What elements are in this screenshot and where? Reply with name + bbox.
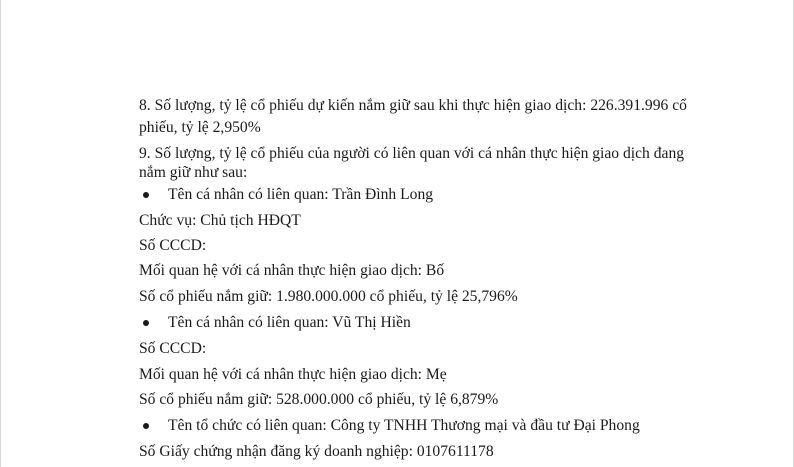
- bullet-icon: [143, 192, 149, 198]
- item9-line1: 9. Số lượng, tỷ lệ cổ phiếu của người có liên quan với cá nhân thực hiện giao dịch đang: [139, 145, 685, 162]
- person2-name: Tên cá nhân có liên quan: Vũ Thị Hiền: [168, 314, 411, 331]
- person1-position: Chức vụ: Chủ tịch HĐQT: [139, 212, 301, 229]
- bullet-icon: [143, 320, 149, 326]
- item8-line2: phiếu, tỷ lệ 2,950%: [139, 119, 261, 136]
- bullet-icon: [143, 423, 149, 429]
- person1-id: Số CCCD:: [139, 237, 207, 254]
- item9-line2: nắm giữ như sau:: [139, 164, 248, 181]
- organization-row: [143, 417, 640, 435]
- person1-row: [143, 186, 433, 204]
- person2-relation: Mối quan hệ với cá nhân thực hiện giao dịch: Mẹ: [139, 366, 447, 383]
- person2-row: [143, 314, 411, 332]
- organization-name: Tên tổ chức có liên quan: Công ty TNHH Thương mại và đầu tư Đại Phong: [168, 417, 640, 434]
- person1-shares: Số cổ phiếu nắm giữ: 1.980.000.000 cổ phiếu, tỷ lệ 25,796%: [139, 288, 518, 305]
- person2-id: Số CCCD:: [139, 340, 207, 357]
- person2-shares: Số cổ phiếu nắm giữ: 528.000.000 cổ phiếu, tỷ lệ 6,879%: [139, 391, 499, 408]
- item8-line1: 8. Số lượng, tỷ lệ cổ phiếu dự kiến nắm giữ sau khi thực hiện giao dịch: 226.391.996 cổ: [139, 97, 687, 114]
- person1-relation: Mối quan hệ với cá nhân thực hiện giao dịch: Bố: [139, 262, 445, 279]
- person1-name: Tên cá nhân có liên quan: Trần Đình Long: [168, 186, 434, 203]
- organization-registration: Số Giấy chứng nhận đăng ký doanh nghiệp: 0107611178: [139, 443, 494, 460]
